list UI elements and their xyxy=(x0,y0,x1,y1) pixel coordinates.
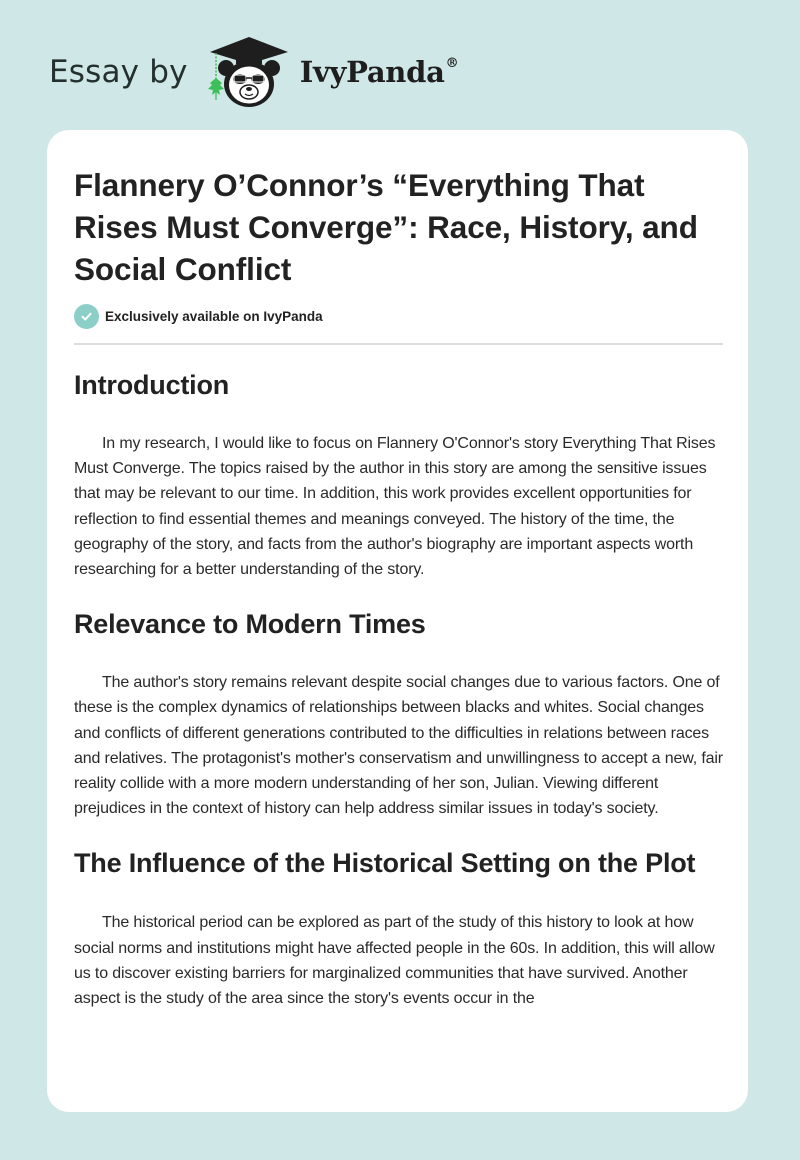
section-heading: Relevance to Modern Times xyxy=(74,609,426,640)
section-heading: Introduction xyxy=(74,370,230,400)
brand-name-text: IvyPanda xyxy=(299,55,445,89)
essay-card xyxy=(47,130,748,1112)
panda-graduation-cap-logo-icon xyxy=(206,34,292,110)
brand-name xyxy=(300,55,459,89)
brand-header xyxy=(49,34,458,110)
exclusive-label: Exclusively available on IvyPanda xyxy=(105,308,323,324)
section-relevance xyxy=(74,604,722,821)
section-historical-setting xyxy=(74,843,722,1011)
registered-mark: ® xyxy=(445,56,459,72)
section-heading: The Influence of the Historical Setting on the Plot xyxy=(74,848,696,879)
section-introduction xyxy=(74,365,722,582)
exclusive-badge xyxy=(74,303,722,329)
divider xyxy=(74,343,723,345)
section-paragraph: In my research, I would like to focus on Flannery O'Connor's story Everything That Rises Must Converge. The topics raised by the author in this story are among the sensitive issues that may be relevant to our time. In addition, this work provides excellent opportunities for reflection to find essential themes and meanings conveyed. The history of the time, the geography of the story, and facts from the author's biography are important aspects worth researching for a better understanding of the story. xyxy=(74,435,716,579)
section-paragraph: The author's story remains relevant despite social changes due to various factors. One of these is the complex dynamics of relationships between blacks and whites. Social changes and conflicts of different generations contributed to the difficulties in relations between races and relatives. The protagonist's mother's conservatism and unwillingness to accept a new, fair reality collide with a more modern understanding of her son, Julian. Viewing different prejudices in the context of history can help address similar issues in today's society. xyxy=(74,674,723,818)
check-circle-icon xyxy=(74,304,99,329)
brand-prefix: Essay by xyxy=(49,54,188,90)
essay-title: Flannery O’Connor’s “Everything That Rises Must Converge”: Race, History, and Social Conflict xyxy=(74,167,698,287)
section-paragraph: The historical period can be explored as part of the study of this history to look at how social norms and institutions might have affected people in the 60s. In addition, this will allow us to discover existing barriers for marginalized communities that have survived. Another aspect is the study of the area since the story's events occur in the xyxy=(74,914,715,1008)
